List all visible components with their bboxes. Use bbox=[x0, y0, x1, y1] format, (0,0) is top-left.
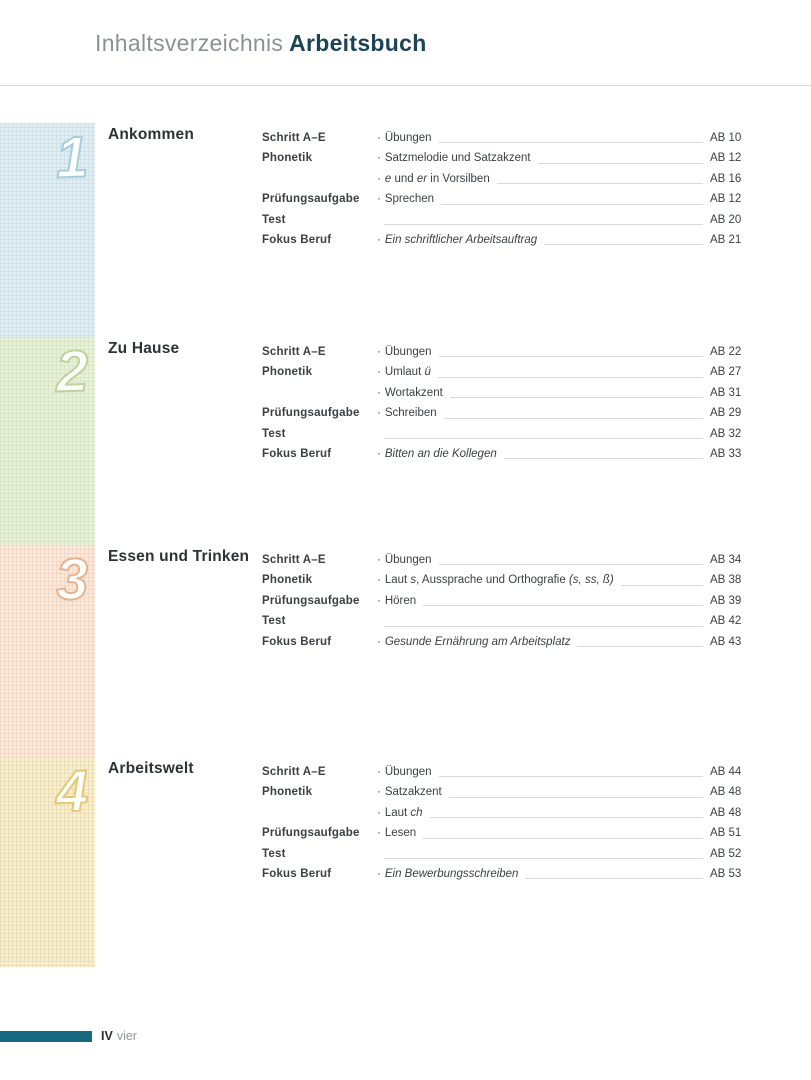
row-category: Prüfungsaufgabe bbox=[262, 407, 360, 420]
page-ref: AB 48 bbox=[710, 786, 742, 799]
page-ref: AB 32 bbox=[710, 427, 742, 440]
row-content-text: Laut bbox=[384, 806, 411, 819]
row-category: Schritt A–E bbox=[262, 554, 326, 566]
toc-row bbox=[262, 444, 742, 464]
row-content-text: Lesen bbox=[384, 827, 417, 840]
toc-row bbox=[262, 864, 742, 884]
toc-row bbox=[262, 230, 742, 250]
page-title bbox=[95, 30, 427, 57]
row-content bbox=[377, 550, 432, 570]
row-content bbox=[377, 148, 531, 168]
row-category: Fokus Beruf bbox=[262, 447, 332, 460]
bullet-icon: · bbox=[377, 806, 381, 819]
toc-row bbox=[262, 570, 742, 590]
row-content bbox=[377, 189, 434, 209]
toc-row bbox=[262, 591, 742, 611]
toc-rows bbox=[262, 342, 742, 464]
row-content-text: Sprechen bbox=[384, 193, 435, 206]
leader-line bbox=[544, 230, 703, 245]
row-content bbox=[377, 632, 570, 652]
row-category: Test bbox=[262, 427, 286, 440]
row-content bbox=[377, 362, 431, 382]
page-ref: AB 22 bbox=[710, 346, 742, 358]
row-content-text: Umlaut bbox=[384, 366, 425, 379]
bullet-icon: · bbox=[377, 407, 381, 420]
row-content-text: Satzakzent bbox=[384, 786, 442, 799]
chapter-section-3 bbox=[0, 545, 811, 757]
page-ref: AB 12 bbox=[710, 193, 742, 206]
row-content-text: Schreiben bbox=[384, 407, 437, 420]
leader-line bbox=[423, 823, 703, 838]
bullet-icon: · bbox=[377, 786, 381, 799]
page-ref: AB 42 bbox=[710, 615, 742, 628]
toc-row bbox=[262, 782, 742, 802]
leader-line bbox=[439, 128, 703, 143]
row-content bbox=[377, 128, 432, 148]
chapter-number: 1 bbox=[54, 124, 90, 191]
header-divider bbox=[0, 85, 811, 86]
page-title-bold: Arbeitsbuch bbox=[289, 30, 427, 56]
leader-line bbox=[621, 570, 703, 585]
row-category: Prüfungsaufgabe bbox=[262, 193, 360, 206]
bullet-icon: · bbox=[377, 574, 381, 587]
page-ref: AB 20 bbox=[710, 213, 742, 226]
row-category bbox=[262, 803, 377, 823]
bullet-icon: · bbox=[377, 233, 381, 246]
chapter-title: Ankommen bbox=[108, 126, 195, 143]
footer-page-word: vier bbox=[116, 1029, 137, 1043]
page-ref: AB 29 bbox=[710, 407, 742, 420]
chapter-number: 4 bbox=[54, 758, 90, 825]
leader-line bbox=[384, 844, 703, 859]
chapter-title: Essen und Trinken bbox=[108, 548, 250, 565]
row-category: Fokus Beruf bbox=[262, 867, 332, 880]
row-content-text: ü bbox=[424, 366, 431, 379]
row-content-text: , Aussprache und Orthografie bbox=[416, 574, 569, 587]
leader-line bbox=[384, 424, 703, 439]
row-content bbox=[377, 803, 423, 823]
page-title-regular: Inhaltsverzeichnis bbox=[95, 30, 284, 56]
row-category: Test bbox=[262, 847, 286, 860]
row-category: Phonetik bbox=[262, 152, 313, 165]
leader-line bbox=[423, 591, 703, 606]
chapter-section-2 bbox=[0, 337, 811, 545]
row-content-text: e bbox=[384, 172, 392, 185]
page-ref: AB 39 bbox=[710, 594, 742, 607]
footer-page-number bbox=[101, 1029, 137, 1043]
row-content bbox=[377, 383, 443, 403]
page-ref: AB 21 bbox=[710, 233, 742, 246]
row-content bbox=[377, 762, 432, 782]
chapter-number: 2 bbox=[54, 338, 90, 405]
row-content bbox=[377, 782, 442, 802]
leader-line bbox=[577, 632, 703, 647]
bullet-icon: · bbox=[377, 386, 381, 399]
row-category: Phonetik bbox=[262, 786, 313, 799]
row-content bbox=[377, 864, 518, 884]
chapter-number: 3 bbox=[54, 546, 90, 613]
chapter-section-1 bbox=[0, 123, 811, 337]
chapter-title: Arbeitswelt bbox=[108, 760, 194, 777]
row-category: Schritt A–E bbox=[262, 346, 326, 358]
bullet-icon: · bbox=[377, 193, 381, 206]
bullet-icon: · bbox=[377, 152, 381, 165]
chapter-number-block bbox=[0, 545, 95, 757]
row-content bbox=[377, 342, 432, 362]
toc-row bbox=[262, 148, 742, 168]
row-content-text: Ein Bewerbungsschreiben bbox=[384, 867, 519, 880]
row-category: Fokus Beruf bbox=[262, 635, 332, 648]
row-content-text: Laut bbox=[384, 574, 411, 587]
toc-row bbox=[262, 762, 742, 782]
row-content-text: Satzmelodie und Satzakzent bbox=[384, 152, 531, 165]
row-content bbox=[377, 444, 497, 464]
row-content-text: Hören bbox=[384, 594, 417, 607]
leader-line bbox=[384, 210, 703, 225]
page-ref: AB 16 bbox=[710, 172, 742, 185]
row-content-text: Wortakzent bbox=[384, 386, 443, 399]
page-ref: AB 31 bbox=[710, 386, 742, 399]
row-category: Fokus Beruf bbox=[262, 233, 332, 246]
toc-row bbox=[262, 342, 742, 362]
leader-line bbox=[444, 403, 703, 418]
bullet-icon: · bbox=[377, 827, 381, 840]
row-content-text: s bbox=[410, 574, 417, 587]
leader-line bbox=[497, 169, 703, 184]
row-content bbox=[377, 403, 437, 423]
leader-line bbox=[430, 803, 703, 818]
page-ref: AB 52 bbox=[710, 847, 742, 860]
page-ref: AB 44 bbox=[710, 766, 742, 778]
row-category: Phonetik bbox=[262, 366, 313, 379]
page-ref: AB 10 bbox=[710, 132, 742, 144]
row-content-text: und bbox=[391, 172, 417, 185]
chapter-number-block bbox=[0, 337, 95, 545]
bullet-icon: · bbox=[377, 447, 381, 460]
toc-rows bbox=[262, 550, 742, 652]
page-ref: AB 12 bbox=[710, 152, 742, 165]
chapter-number-block bbox=[0, 757, 95, 967]
leader-line bbox=[449, 782, 703, 797]
bullet-icon: · bbox=[377, 554, 381, 566]
footer-bar bbox=[0, 1031, 92, 1042]
page-ref: AB 38 bbox=[710, 574, 742, 587]
row-content-text: Gesunde Ernährung am Arbeitsplatz bbox=[384, 635, 571, 648]
row-content-text: Übungen bbox=[384, 554, 432, 566]
row-category: Test bbox=[262, 213, 286, 226]
row-content bbox=[377, 823, 416, 843]
page-ref: AB 33 bbox=[710, 447, 742, 460]
leader-line bbox=[439, 762, 703, 777]
row-content bbox=[377, 169, 490, 189]
toc-row bbox=[262, 403, 742, 423]
toc-row bbox=[262, 424, 742, 444]
bullet-icon: · bbox=[377, 346, 381, 358]
toc-row bbox=[262, 803, 742, 823]
row-category: Test bbox=[262, 615, 286, 628]
page-ref: AB 43 bbox=[710, 635, 742, 648]
leader-line bbox=[525, 864, 703, 879]
footer-page-roman: IV bbox=[101, 1029, 113, 1043]
row-content bbox=[377, 570, 614, 590]
page-ref: AB 51 bbox=[710, 827, 742, 840]
bullet-icon: · bbox=[377, 766, 381, 778]
row-category: Schritt A–E bbox=[262, 766, 326, 778]
row-category: Prüfungsaufgabe bbox=[262, 594, 360, 607]
row-content-text: er bbox=[416, 172, 428, 185]
toc-row bbox=[262, 844, 742, 864]
row-content-text: Übungen bbox=[384, 346, 432, 358]
bullet-icon: · bbox=[377, 132, 381, 144]
row-content-text: Übungen bbox=[384, 132, 432, 144]
bullet-icon: · bbox=[377, 867, 381, 880]
row-category bbox=[262, 169, 377, 189]
page-ref: AB 27 bbox=[710, 366, 742, 379]
toc-row bbox=[262, 611, 742, 631]
row-category: Prüfungsaufgabe bbox=[262, 827, 360, 840]
row-category bbox=[262, 383, 377, 403]
chapter-number-block bbox=[0, 123, 95, 337]
leader-line bbox=[439, 342, 703, 357]
leader-line bbox=[441, 189, 703, 204]
chapter-section-4 bbox=[0, 757, 811, 967]
toc-row bbox=[262, 189, 742, 209]
leader-line bbox=[438, 362, 703, 377]
toc-row bbox=[262, 632, 742, 652]
toc-rows bbox=[262, 128, 742, 250]
toc-row bbox=[262, 550, 742, 570]
row-category: Phonetik bbox=[262, 574, 313, 587]
page-ref: AB 48 bbox=[710, 806, 742, 819]
toc-row bbox=[262, 823, 742, 843]
toc-row bbox=[262, 383, 742, 403]
row-content-text: Bitten an die Kollegen bbox=[384, 447, 497, 460]
row-content-text: (s, ss, ß) bbox=[568, 574, 614, 587]
row-content bbox=[377, 591, 416, 611]
row-content-text: in Vorsilben bbox=[427, 172, 490, 185]
bullet-icon: · bbox=[377, 635, 381, 648]
bullet-icon: · bbox=[377, 172, 381, 185]
bullet-icon: · bbox=[377, 594, 381, 607]
row-content-text: Übungen bbox=[384, 766, 432, 778]
row-content-text: Ein schriftlicher Arbeitsauftrag bbox=[384, 233, 538, 246]
row-content-text: ch bbox=[410, 806, 423, 819]
leader-line bbox=[450, 383, 703, 398]
chapter-title: Zu Hause bbox=[108, 340, 180, 357]
toc-row bbox=[262, 210, 742, 230]
leader-line bbox=[384, 611, 703, 626]
row-content bbox=[377, 230, 537, 250]
toc-rows bbox=[262, 762, 742, 884]
toc-row bbox=[262, 128, 742, 148]
leader-line bbox=[439, 550, 703, 565]
leader-line bbox=[538, 148, 703, 163]
toc-row bbox=[262, 169, 742, 189]
row-category: Schritt A–E bbox=[262, 132, 326, 144]
toc-row bbox=[262, 362, 742, 382]
bullet-icon: · bbox=[377, 366, 381, 379]
page-ref: AB 53 bbox=[710, 867, 742, 880]
page-ref: AB 34 bbox=[710, 554, 742, 566]
leader-line bbox=[504, 444, 703, 459]
